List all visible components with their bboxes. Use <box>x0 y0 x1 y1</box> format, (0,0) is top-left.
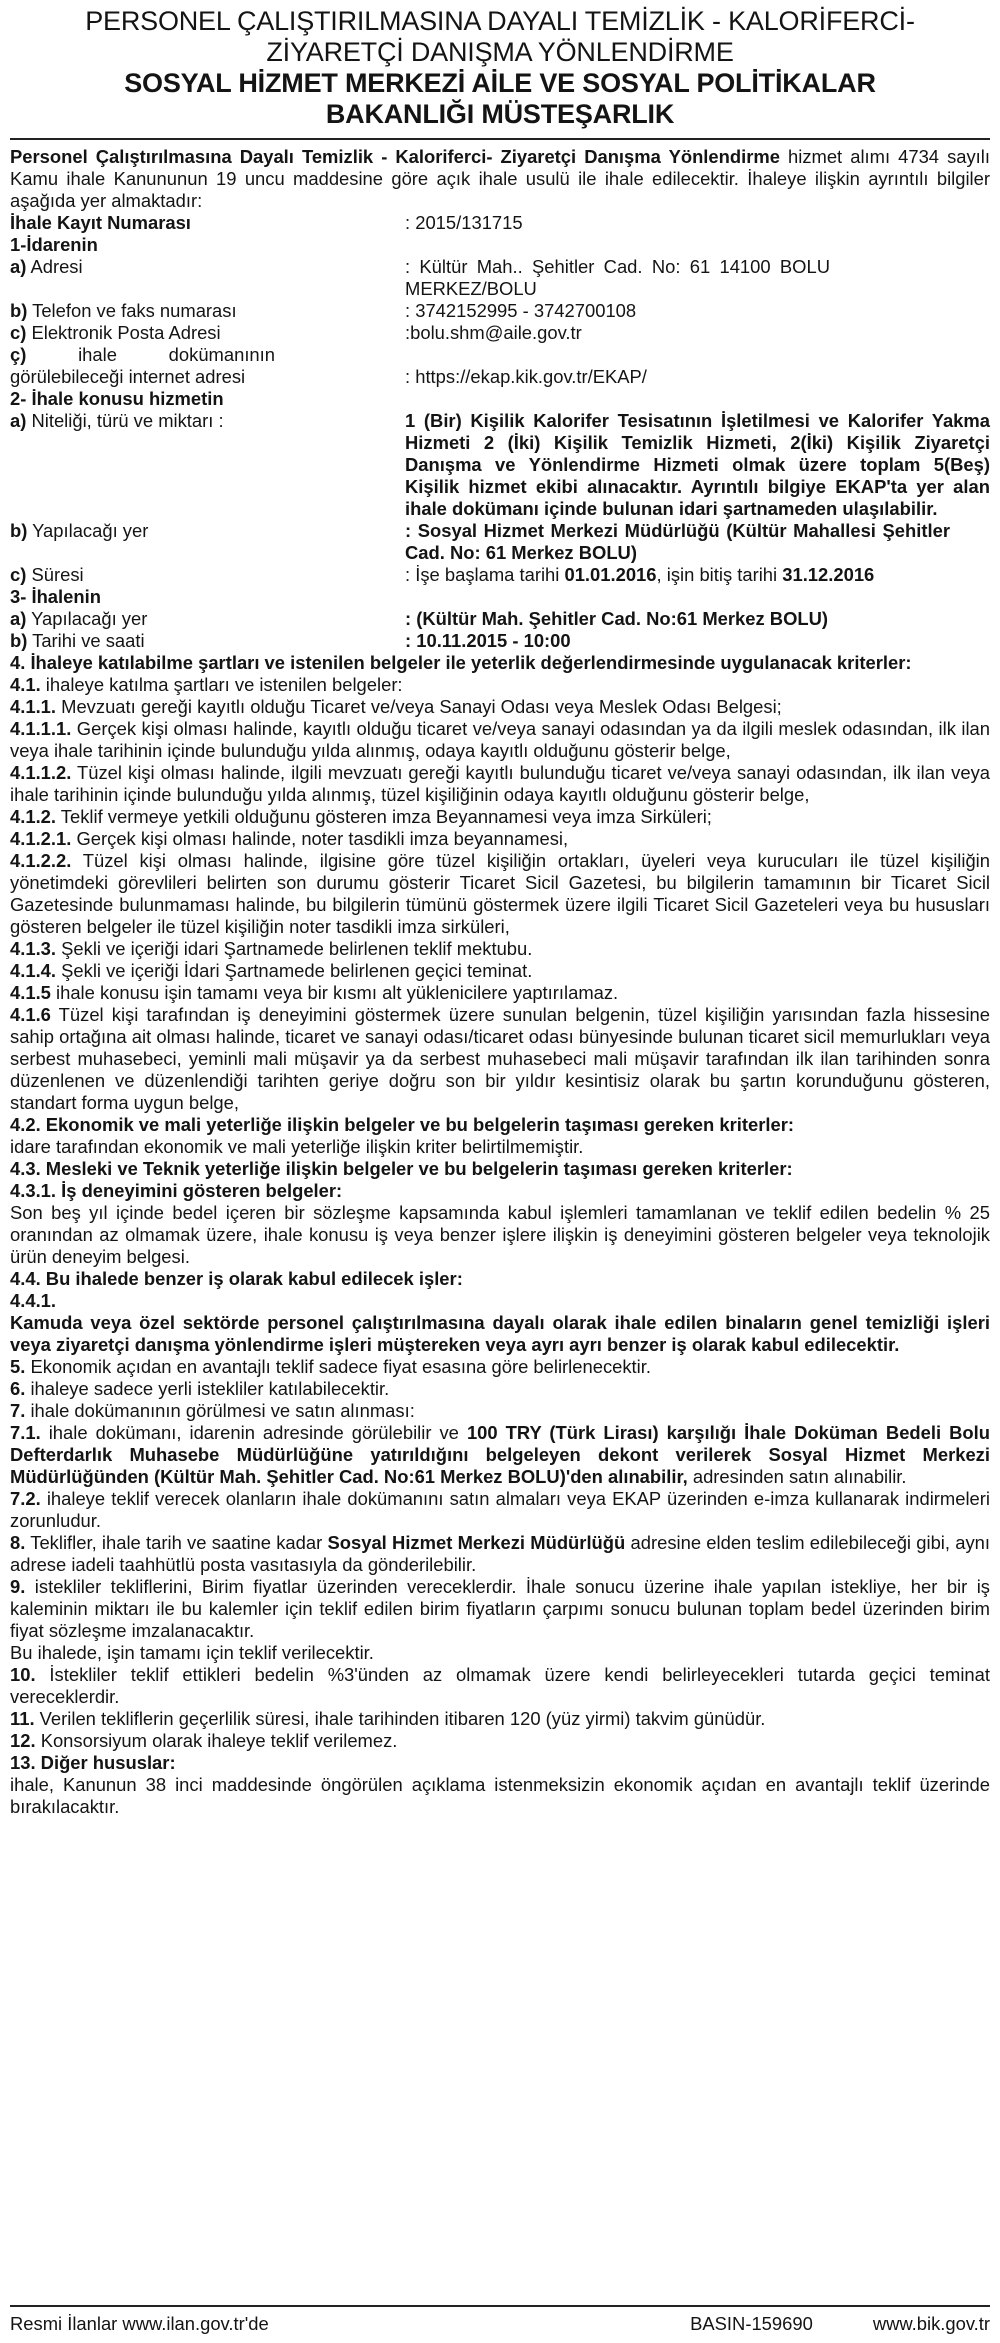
sure-label: Süresi <box>26 564 84 585</box>
p-4-1-2-1-num: 4.1.2.1. <box>10 828 72 849</box>
ihale-heading: 3- İhalenin <box>10 586 101 607</box>
p-7-1-num: 7.1. <box>10 1422 41 1443</box>
hizmet-yer-value: : Sosyal Hizmet Merkezi Müdürlüğü (Kültür Mahallesi Şehitler Cad. No: 61 Merkez BOLU) <box>405 520 950 563</box>
p-4-3-1-text: Son beş yıl içinde bedel içeren bir sözleşme kapsamında kabul işlemleri tamamlanan ve teklif edilen bedelin % 25 oranından az olmamak üzere, ihale konusu iş veya benzer işlere ilişkin iş deneyimini gösteren belgeler veya teknolojik ürün deneyim belgesi. <box>10 1202 990 1267</box>
ihale-tarih-row <box>10 630 990 652</box>
eposta-label: Elektronik Posta Adresi <box>26 322 221 343</box>
p-11-text: Verilen tekliflerin geçerlilik süresi, ihale tarihinden itibaren 120 (yüz yirmi) takvim günüdür. <box>34 1708 766 1729</box>
p-4-1 <box>10 674 990 696</box>
p-4-4-1-text: Kamuda veya özel sektörde personel çalıştırılmasına dayalı olarak ihale edilen binaların genel temizliği işleri veya ziyaretçi danışma yönlendirme işleri müştereken veya ayrı ayrı benzer iş olarak kabul edilecektir. <box>10 1312 990 1355</box>
p-4-1-3 <box>10 938 990 960</box>
p-4-1-2-2 <box>10 850 990 938</box>
kayit-value: : 2015/131715 <box>405 212 523 233</box>
nitelik-prefix: a) <box>10 410 27 431</box>
p-4-1-1-1 <box>10 718 990 762</box>
p-4-2-heading: 4.2. Ekonomik ve mali yeterliğe ilişkin belgeler ve bu belgelerin taşıması gereken kriterler: <box>10 1114 794 1135</box>
p-9 <box>10 1576 990 1642</box>
dokuman-value: : https://ekap.kik.gov.tr/EKAP/ <box>405 366 647 387</box>
p-4-1-3-num: 4.1.3. <box>10 938 57 959</box>
dokuman-label: ihale dokümanının görülebileceği internet adresi <box>10 344 275 387</box>
p-7-1-text-a: ihale dokümanı, idarenin adresinde görülebilir ve <box>40 1422 467 1443</box>
tel-row <box>10 300 990 322</box>
p-4-1-1-num: 4.1.1. <box>10 696 57 717</box>
p-7-num: 7. <box>10 1400 26 1421</box>
tel-label: Telefon ve faks numarası <box>27 300 237 321</box>
p-4-4-1-num: 4.4.1. <box>10 1290 57 1311</box>
ihale-tarih-value: : 10.11.2015 - 10:00 <box>405 630 571 651</box>
header-divider <box>10 138 990 140</box>
p-4-1-2 <box>10 806 990 828</box>
intro-paragraph <box>10 146 990 212</box>
p-4-1-2-text: Teklif vermeye yetkili olduğunu gösteren imza Beyannamesi veya imza Sirküleri; <box>56 806 712 827</box>
title-line-2: ZİYARETÇİ DANIŞMA YÖNLENDİRME <box>266 37 734 67</box>
s4-heading: 4. İhaleye katılabilme şartları ve istenilen belgeler ile yeterlik değerlendirmesinde uygulanacak kriterler: <box>10 652 912 673</box>
p-4-1-num: 4.1. <box>10 674 41 695</box>
p-11 <box>10 1708 990 1730</box>
hizmet-yer-prefix: b) <box>10 520 28 541</box>
footer-left: Resmi İlanlar www.ilan.gov.tr'de <box>10 2313 269 2334</box>
p-6-num: 6. <box>10 1378 26 1399</box>
p-12 <box>10 1730 990 1752</box>
p-7-1-text-c: adresinden satın alınabilir. <box>687 1466 907 1487</box>
tel-prefix: b) <box>10 300 28 321</box>
ihale-tarih-label: Tarihi ve saati <box>27 630 145 651</box>
p-4-1-1-2-text: Tüzel kişi olması halinde, ilgili mevzuatı gereği kayıtlı bulunduğu ticaret ve/veya sanayi odasından, ilk ilan veya ihale tarihinin içinde bulunduğu yılda alınmış, tüzel kişiliğinin odaya kayıtlı olduğunu gösterir belge, <box>10 762 990 805</box>
eposta-row <box>10 322 990 344</box>
p-10-text: İstekliler teklif ettikleri bedelin %3'ünden az olmamak üzere kendi belirleyecekleri tutarda geçici teminat vereceklerdir. <box>10 1664 990 1707</box>
p-13-text: ihale, Kanunun 38 inci maddesinde öngörülen açıklama istenmeksizin ekonomik açıdan en avantajlı teklif üzerinde bırakılacaktır. <box>10 1774 990 1817</box>
p-4-1-1-text: Mevzuatı gereği kayıtlı olduğu Ticaret ve/veya Sanayi Odası veya Meslek Odası Belgesi; <box>56 696 782 717</box>
ihale-tarih-prefix: b) <box>10 630 28 651</box>
p-12-text: Konsorsiyum olarak ihaleye teklif verilemez. <box>35 1730 398 1751</box>
title-line-1: PERSONEL ÇALIŞTIRILMASINA DAYALI TEMİZLİK - KALORİFERCİ- <box>85 6 915 36</box>
p-8-text-c: adresine elden teslim edilebileceği gibi, aynı adrese iadeli taahhütlü posta vasıtasıyla da gönderilebilir. <box>10 1532 990 1575</box>
hizmet-yer-row <box>10 520 990 564</box>
p-6-text: ihaleye sadece yerli istekliler katılabilecektir. <box>25 1378 390 1399</box>
p-4-1-4 <box>10 960 990 982</box>
adres-prefix: a) <box>10 256 27 277</box>
nitelik-label: Niteliği, türü ve miktarı : <box>26 410 224 431</box>
p-4-1-4-num: 4.1.4. <box>10 960 57 981</box>
p-4-1-2-2-num: 4.1.2.2. <box>10 850 72 871</box>
p-7-1 <box>10 1422 990 1488</box>
p-4-1-1-2 <box>10 762 990 806</box>
p-4-1-5-text: ihale konusu işin tamamı veya bir kısmı alt yüklenicilere yaptırılamaz. <box>50 982 619 1003</box>
p-9-extra: Bu ihalede, işin tamamı için teklif verilecektir. <box>10 1642 374 1663</box>
p-8-num: 8. <box>10 1532 26 1553</box>
p-8 <box>10 1532 990 1576</box>
adres-value: : Kültür Mah.. Şehitler Cad. No: 61 14100 BOLU MERKEZ/BOLU <box>405 256 830 299</box>
sure-start: 01.01.2016 <box>564 564 657 585</box>
title-line-3: SOSYAL HİZMET MERKEZİ AİLE VE SOSYAL POLİTİKALAR <box>124 68 876 98</box>
p-9-text: istekliler tekliflerini, Birim fiyatlar üzerinden vereceklerdir. İhale sonucu üzerine ihale yapılan istekliye, her bir iş kaleminin miktarı ile bu kalemler için teklif edilen birim fiyatların çarpımı sonucu bulunan toplam bedel üzerinden birim fiyat sözleşme imzalanacaktır. <box>10 1576 990 1641</box>
p-10-num: 10. <box>10 1664 36 1685</box>
eposta-value: :bolu.shm@aile.gov.tr <box>405 322 582 343</box>
p-4-1-2-1 <box>10 828 990 850</box>
p-4-1-6-num: 4.1.6 <box>10 1004 51 1025</box>
p-4-1-1-1-text: Gerçek kişi olması halinde, kayıtlı olduğu ticaret ve/veya sanayi odasından ya da ilgili meslek odasından, ilk ilan veya ihale tarihinin içinde bulunduğu yılda alınmış, odaya kayıtlı olduğunu gösterir belge, <box>10 718 990 761</box>
ihale-yer-row <box>10 608 990 630</box>
p-4-1-6 <box>10 1004 990 1114</box>
intro-text: hizmet alımı 4734 sayılı Kamu ihale Kanununun 19 uncu maddesine göre açık ihale usulü ile ihale edilecektir. İhaleye ilişkin ayrıntılı bilgiler aşağıda yer almaktadır: <box>10 146 990 211</box>
p-4-1-5-num: 4.1.5 <box>10 982 51 1003</box>
p-7-text: ihale dokümanının görülmesi ve satın alınması: <box>25 1400 415 1421</box>
p-4-1-1-1-num: 4.1.1.1. <box>10 718 72 739</box>
p-7-2-num: 7.2. <box>10 1488 41 1509</box>
dokuman-row <box>10 344 990 388</box>
p-12-num: 12. <box>10 1730 36 1751</box>
p-8-text-b: Sosyal Hizmet Merkezi Müdürlüğü <box>327 1532 626 1553</box>
sure-text-a: : İşe başlama tarihi <box>405 564 565 585</box>
p-4-3-1-heading: 4.3.1. İş deneyimini gösteren belgeler: <box>10 1180 343 1201</box>
footer-center: BASIN-159690 <box>690 2313 813 2334</box>
p-4-1-3-text: Şekli ve içeriği idari Şartnamede belirlenen teklif mektubu. <box>56 938 533 959</box>
p-4-1-6-text: Tüzel kişi tarafından iş deneyimini göstermek üzere sunulan belgenin, tüzel kişiliğin yarısından fazla hissesine sahip ortağına ait olması halinde, ticaret ve sanayi odası/ticaret odası bünyesinde bulunan ticaret sicil memurlukları veya serbest muhasebeci, yeminli mali müşavir ya da serbest muhasebeci mali müşavir tarafından ilk ilan tarihinden sonra düzenlenen ve düzenlendiği tarihten geriye doğru son bir yıldır kesintisiz olarak bu şartın korunduğunu gösteren, standart forma uygun belge, <box>10 1004 990 1113</box>
p-4-1-text: ihaleye katılma şartları ve istenilen belgeler: <box>40 674 403 695</box>
p-8-text-a: Teklifler, ihale tarih ve saatine kadar <box>25 1532 328 1553</box>
adres-label: Adresi <box>26 256 83 277</box>
nitelik-row <box>10 410 990 520</box>
sure-text-c: , işin bitiş tarihi <box>656 564 783 585</box>
idare-heading: 1-İdarenin <box>10 234 98 255</box>
p-4-1-4-text: Şekli ve içeriği İdari Şartnamede belirlenen geçici teminat. <box>56 960 533 981</box>
announcement-body <box>10 146 990 1818</box>
p-4-3-heading: 4.3. Mesleki ve Teknik yeterliğe ilişkin belgeler ve bu belgelerin taşıması gereken kriterler: <box>10 1158 793 1179</box>
ihale-yer-prefix: a) <box>10 608 27 629</box>
kayit-row <box>10 212 990 234</box>
p-9-num: 9. <box>10 1576 26 1597</box>
p-4-4-heading: 4.4. Bu ihalede benzer iş olarak kabul edilecek işler: <box>10 1268 463 1289</box>
hizmet-heading: 2- İhale konusu hizmetin <box>10 388 224 409</box>
p-13-heading: 13. Diğer hususlar: <box>10 1752 176 1773</box>
tel-value: : 3742152995 - 3742700108 <box>405 300 637 321</box>
p-7-2-text: ihaleye teklif verecek olanların ihale dokümanını satın almaları veya EKAP üzerinden e-imza kullanarak indirmeleri zorunludur. <box>10 1488 990 1531</box>
nitelik-value: 1 (Bir) Kişilik Kalorifer Tesisatının İşletilmesi ve Kalorifer Yakma Hizmeti 2 (İki) Kişilik Temizlik Hizmeti, 2(İki) Kişilik Ziyaretçi Danışma ve Yönlendirme Hizmeti olmak üzere toplam 5(Beş) Kişilik hizmet ekibi alınacaktır. Ayrıntılı bilgiye EKAP'ta yer alan ihale dokümanı içinde bulunan idari şartnameden ulaşılabilir. <box>405 410 990 519</box>
p-7-1-text-b: 100 TRY (Türk Lirası) karşılığı İhale Doküman Bedeli Bolu Defterdarlık Muhasebe Müdürlüğüne yatırıldığını belgeleyen dekont verilerek Sosyal Hizmet Merkezi Müdürlüğünden (Kültür Mah. Şehitler Cad. No:61 Merkez BOLU)'den alınabilir, <box>10 1422 990 1487</box>
p-6 <box>10 1378 990 1400</box>
p-4-1-1 <box>10 696 990 718</box>
adres-row <box>10 256 990 300</box>
p-4-1-1-2-num: 4.1.1.2. <box>10 762 72 783</box>
ihale-yer-label: Yapılacağı yer <box>26 608 148 629</box>
sure-end: 31.12.2016 <box>782 564 875 585</box>
p-7-2 <box>10 1488 990 1532</box>
p-7 <box>10 1400 990 1422</box>
p-4-1-2-num: 4.1.2. <box>10 806 57 827</box>
p-10 <box>10 1664 990 1708</box>
sure-row <box>10 564 990 586</box>
intro-bold: Personel Çalıştırılmasına Dayalı Temizlik - Kaloriferci- Ziyaretçi Danışma Yönlendirme <box>10 146 780 167</box>
p-5-num: 5. <box>10 1356 26 1377</box>
p-5 <box>10 1356 990 1378</box>
eposta-prefix: c) <box>10 322 27 343</box>
footer-right: www.bik.gov.tr <box>872 2313 990 2334</box>
sure-prefix: c) <box>10 564 27 585</box>
p-4-2-text: idare tarafından ekonomik ve mali yeterliğe ilişkin kriter belirtilmemiştir. <box>10 1136 584 1157</box>
dokuman-prefix: ç) <box>10 344 27 365</box>
kayit-label: İhale Kayıt Numarası <box>10 212 191 233</box>
p-5-text: Ekonomik açıdan en avantajlı teklif sadece fiyat esasına göre belirlenecektir. <box>25 1356 651 1377</box>
p-4-1-2-1-text: Gerçek kişi olması halinde, noter tasdikli imza beyannamesi, <box>71 828 569 849</box>
p-4-1-5 <box>10 982 990 1004</box>
p-11-num: 11. <box>10 1708 35 1729</box>
p-4-1-2-2-text: Tüzel kişi olması halinde, ilgisine göre tüzel kişiliğin ortakları, üyeleri veya kurucuları ile tüzel kişiliğin yönetimdeki görevlileri belirten son durumu gösterir Ticaret Sicil Gazetesi, bu bilgilerin tamamının bir Ticaret Sicil Gazetesinde bulunmaması halinde, bu bilgilerin tümünü göstermek üzere ilgili Ticaret Sicil Gazeteleri veya bu hususları gösteren belgeler ile tüzel kişiliğin noter tasdikli imza sirküleri, <box>10 850 990 937</box>
title-line-4: BAKANLIĞI MÜSTEŞARLIK <box>325 99 675 129</box>
ihale-yer-value: : (Kültür Mah. Şehitler Cad. No:61 Merkez BOLU) <box>405 608 829 629</box>
hizmet-yer-label: Yapılacağı yer <box>27 520 149 541</box>
footer <box>10 2305 990 2335</box>
header <box>10 6 990 130</box>
